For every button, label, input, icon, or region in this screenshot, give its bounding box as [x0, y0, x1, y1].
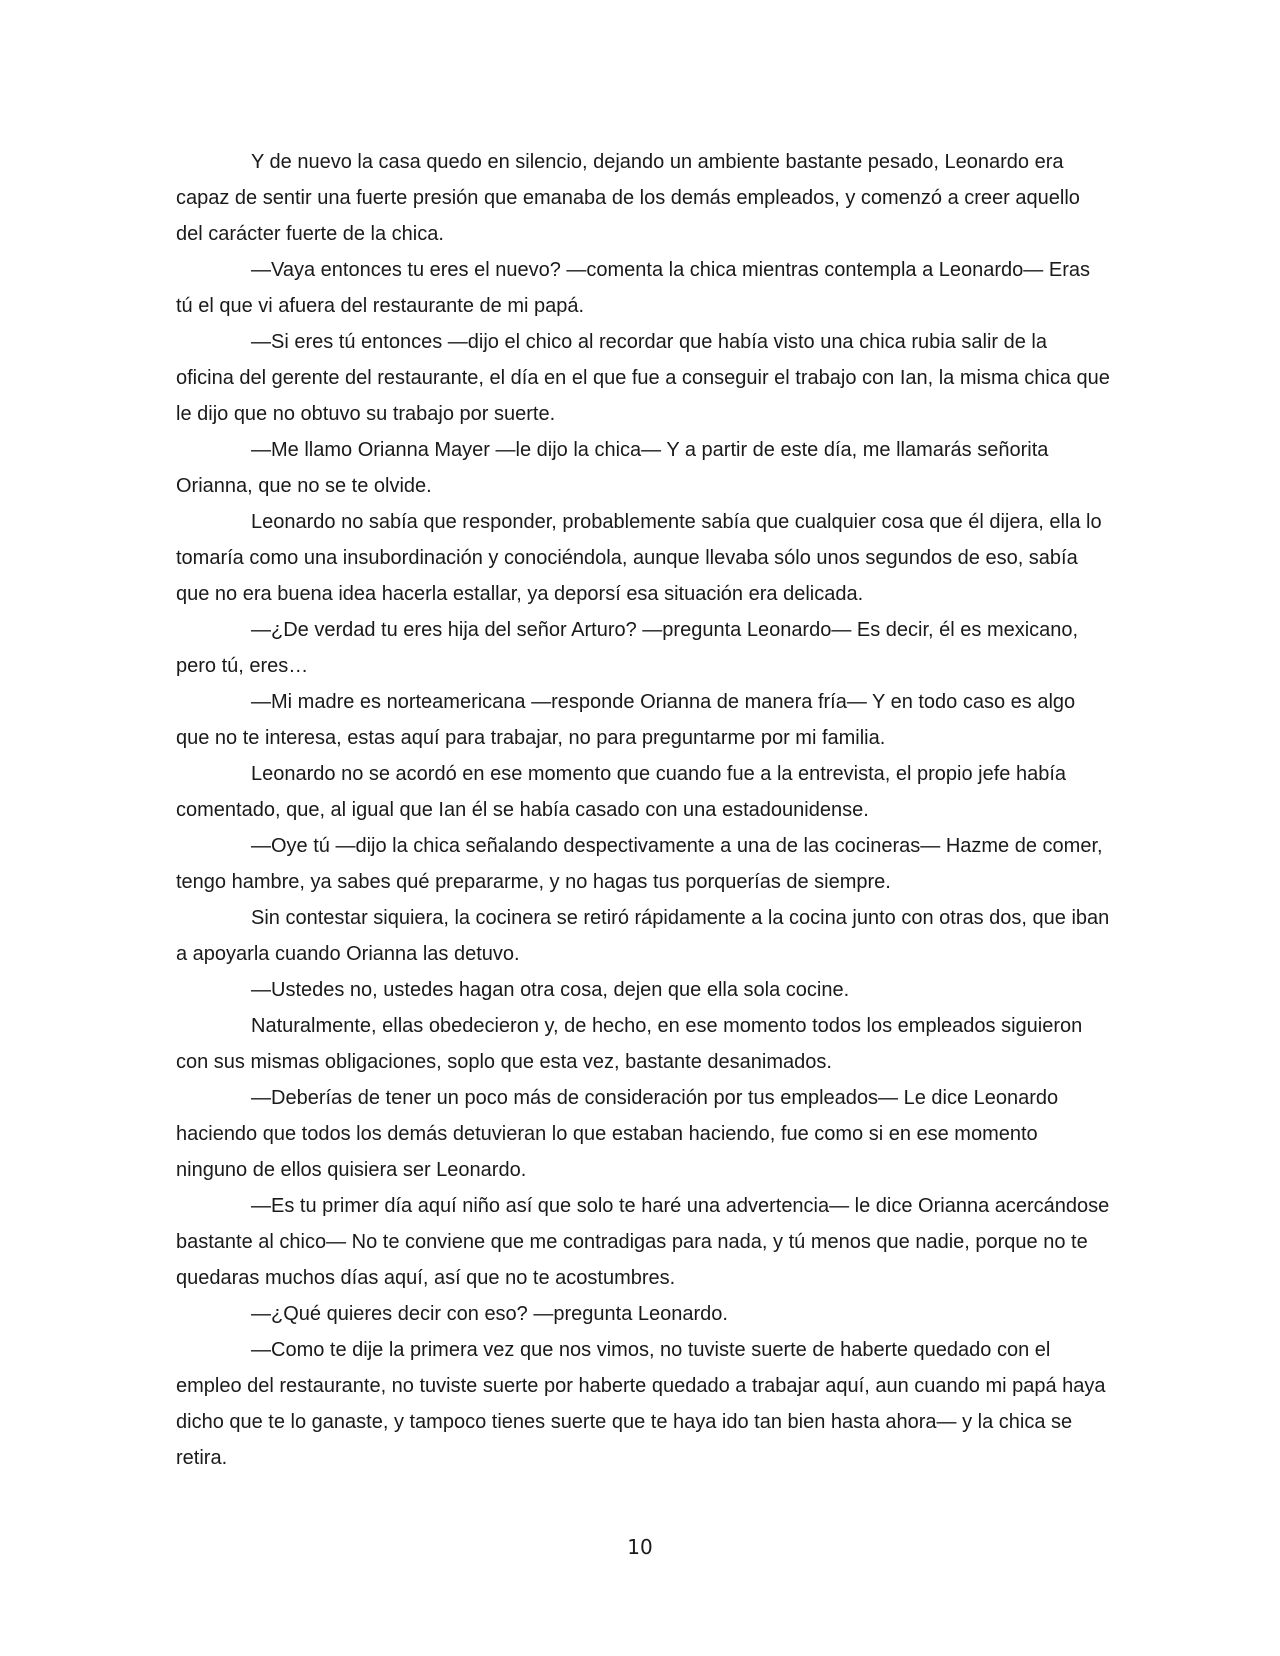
paragraph: —Como te dije la primera vez que nos vimos, no tuviste suerte de haberte quedado con el empleo del restaurante, no tuviste suerte por haberte quedado a trabajar aquí, aun cuando mi papá haya dicho que te lo ganaste, y tampoco tienes suerte que te haya ido tan bien hasta ahora— y la chica se retira. [176, 1339, 1106, 1469]
paragraph: Leonardo no se acordó en ese momento que cuando fue a la entrevista, el propio jefe había comentado, que, al igual que Ian él se había casado con una estadounidense. [176, 763, 1067, 821]
paragraph: —Si eres tú entonces —dijo el chico al recordar que había visto una chica rubia salir de la oficina del gerente del restaurante, el día en el que fue a conseguir el trabajo con Ian, la misma chica que le dijo que no obtuvo su trabajo por suerte. [176, 331, 1110, 425]
paragraph: —¿De verdad tu eres hija del señor Arturo? —pregunta Leonardo— Es decir, él es mexicano, pero tú, eres… [176, 619, 1079, 677]
paragraph: Leonardo no sabía que responder, probablemente sabía que cualquier cosa que él dijera, ella lo tomaría como una insubordinación y conociéndola, aunque llevaba sólo unos segundos de eso, sabía que no era buena idea hacerla estallar, ya deporsí esa situación era delicada. [176, 511, 1102, 605]
paragraph: —Me llamo Orianna Mayer —le dijo la chica— Y a partir de este día, me llamarás señorita Orianna, que no se te olvide. [176, 439, 1049, 497]
paragraph: —Ustedes no, ustedes hagan otra cosa, dejen que ella sola cocine. [251, 979, 850, 1001]
paragraph: Naturalmente, ellas obedecieron y, de hecho, en ese momento todos los empleados siguieron con sus mismas obligaciones, soplo que esta vez, bastante desanimados. [176, 1015, 1083, 1073]
page-number: 10 [627, 1535, 653, 1559]
paragraph: Y de nuevo la casa quedo en silencio, dejando un ambiente bastante pesado, Leonardo era capaz de sentir una fuerte presión que emanaba de los demás empleados, y comenzó a creer aquello del carácter fuerte de la chica. [176, 151, 1080, 245]
paragraph: —Vaya entonces tu eres el nuevo? —comenta la chica mientras contempla a Leonardo— Eras tú el que vi afuera del restaurante de mi papá. [176, 259, 1090, 317]
paragraph: —Oye tú —dijo la chica señalando despectivamente a una de las cocineras— Hazme de comer, tengo hambre, ya sabes qué prepararme, y no hagas tus porquerías de siempre. [176, 835, 1103, 893]
paragraph: —Deberías de tener un poco más de consideración por tus empleados— Le dice Leonardo haciendo que todos los demás detuvieran lo que estaban haciendo, fue como si en ese momento ninguno de ellos quisiera ser Leonardo. [176, 1087, 1059, 1181]
paragraph: —Mi madre es norteamericana —responde Orianna de manera fría— Y en todo caso es algo que no te interesa, estas aquí para trabajar, no para preguntarme por mi familia. [176, 691, 1076, 749]
body-text [176, 144, 1110, 1476]
paragraph: —¿Qué quieres decir con eso? —pregunta Leonardo. [251, 1303, 728, 1325]
paragraph: —Es tu primer día aquí niño así que solo te haré una advertencia— le dice Orianna acercándose bastante al chico— No te conviene que me contradigas para nada, y tú menos que nadie, porque no te quedaras muchos días aquí, así que no te acostumbres. [176, 1195, 1110, 1289]
paragraph: Sin contestar siquiera, la cocinera se retiró rápidamente a la cocina junto con otras dos, que iban a apoyarla cuando Orianna las detuvo. [176, 907, 1110, 965]
